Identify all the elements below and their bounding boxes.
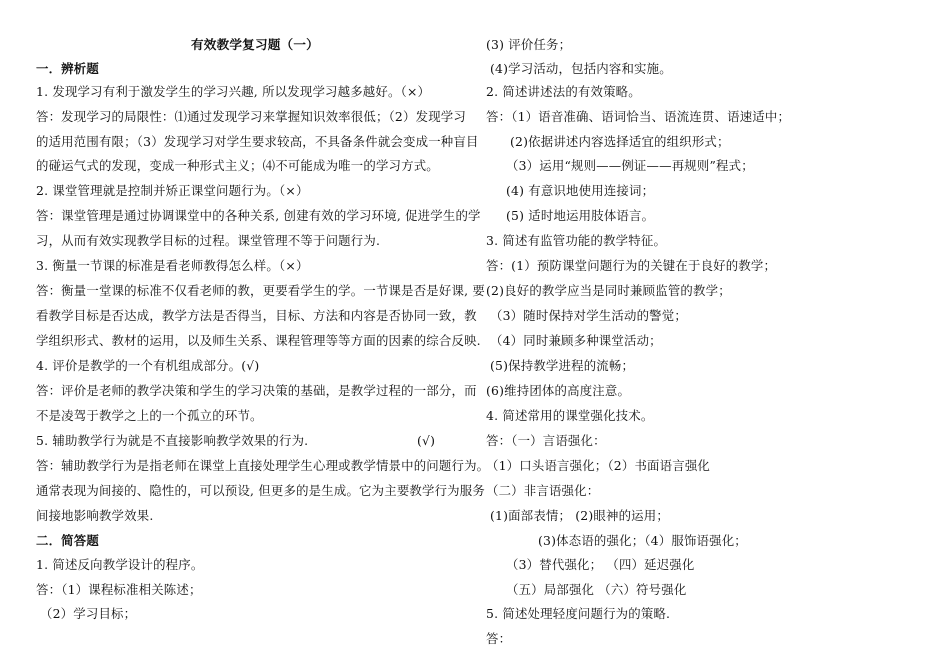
short-answer-3-item-4: （4）同时兼顾多种课堂活动； bbox=[490, 333, 662, 348]
short-answer-4-nonverbal-items-1: (1)面部表情； (2)眼神的运用； bbox=[490, 508, 669, 523]
short-answer-4-verbal-items: （1）口头语言强化；（2）书面语言强化 bbox=[486, 458, 711, 473]
short-answer-3-item-6: (6)维持团体的高度注意。 bbox=[486, 383, 631, 398]
short-answer-1-item-3: (3) 评价任务； bbox=[486, 37, 572, 52]
short-answer-2-item-3: （3）运用“规则——例证——再规则”程式； bbox=[506, 158, 754, 173]
section-heading-analysis: 一．辨析题 bbox=[36, 61, 99, 76]
answer-5-line-2: 通常表现为间接的、隐性的，可以预设, 但更多的是生成。它为主要教学行为服务 bbox=[36, 483, 485, 498]
answer-1-line-1: 答：发现学习的局限性：⑴通过发现学习来掌握知识效率很低；（2）发现学习 bbox=[36, 109, 466, 124]
question-5: 5. 辅助教学行为就是不直接影响教学效果的行为. bbox=[36, 433, 309, 448]
answer-3-line-2: 看教学目标是否达成，教学方法是否得当，目标、方法和内容是否协同一致，教 bbox=[36, 308, 477, 323]
short-answer-3-item-2: (2)良好的教学应当是同时兼顾监管的教学； bbox=[486, 283, 731, 298]
answer-2-line-1: 答：课堂管理是通过协调课堂中的各种关系, 创建有效的学习环境, 促进学生的学 bbox=[36, 208, 481, 223]
short-answer-4-verbal: 答：（一）言语强化： bbox=[486, 433, 606, 448]
short-answer-4-other-items-2: （五）局部强化 （六）符号强化 bbox=[506, 582, 687, 597]
short-answer-1-item-1: 答：（1）课程标准相关陈述； bbox=[36, 582, 202, 597]
answer-2-line-2: 习，从而有效实现教学目标的过程。课堂管理不等于问题行为. bbox=[36, 233, 381, 248]
answer-4-line-2: 不是凌驾于教学之上的一个孤立的环节。 bbox=[36, 408, 263, 423]
short-answer-5: 答： bbox=[486, 631, 512, 646]
question-1: 1. 发现学习有利于激发学生的学习兴趣, 所以发现学习越多越好。（×） bbox=[36, 84, 431, 99]
short-question-3: 3. 简述有监管功能的教学特征。 bbox=[486, 233, 667, 248]
section-heading-short-answer: 二．简答题 bbox=[36, 533, 99, 548]
answer-1-line-3: 的碰运气式的发现，变成一种形式主义；⑷不可能成为唯一的学习方式。 bbox=[36, 158, 439, 173]
answer-3-line-1: 答：衡量一堂课的标准不仅看老师的教，更要看学生的学。一节课是否是好课, 要 bbox=[36, 283, 485, 298]
short-answer-3-item-3: （3）随时保持对学生活动的警觉； bbox=[490, 308, 687, 323]
answer-3-line-3: 学组织形式、教材的运用，以及师生关系、课程管理等等方面的因素的综合反映. bbox=[36, 333, 481, 348]
short-answer-4-nonverbal-items-2: (3)体态语的强化；（4）服饰语强化； bbox=[538, 533, 747, 548]
answer-1-line-2: 的适用范围有限；（3）发现学习对学生要求较高，不具备条件就会变成一种盲目 bbox=[36, 134, 479, 149]
short-answer-3-item-5: (5)保持教学进程的流畅； bbox=[490, 358, 635, 373]
short-answer-3-item-1: 答：(1）预防课堂问题行为的关键在于良好的教学； bbox=[486, 258, 777, 273]
short-answer-1-item-2: （2）学习目标； bbox=[40, 606, 137, 621]
short-answer-2-item-4: (4) 有意识地使用连接词； bbox=[506, 183, 655, 198]
short-answer-4-other-items-1: （3）替代强化； （四）延迟强化 bbox=[506, 557, 695, 572]
question-3: 3. 衡量一节课的标准是看老师教得怎么样。（×） bbox=[36, 258, 309, 273]
short-answer-2-item-5: (5) 适时地运用肢体语言。 bbox=[506, 208, 655, 223]
short-question-2: 2. 简述讲述法的有效策略。 bbox=[486, 84, 641, 99]
question-5-mark: (√) bbox=[417, 433, 436, 448]
short-answer-2-item-2: (2)依据讲述内容选择适宜的组织形式； bbox=[510, 134, 730, 149]
answer-5-line-3: 间接地影响教学效果. bbox=[36, 508, 154, 523]
question-4: 4. 评价是教学的一个有机组成部分。(√) bbox=[36, 358, 260, 373]
short-answer-2-item-1: 答：（1）语音准确、语词恰当、语流连贯、语速适中； bbox=[486, 109, 791, 124]
short-question-4: 4. 简述常用的课堂强化技术。 bbox=[486, 408, 654, 423]
short-question-5: 5. 简述处理轻度问题行为的策略. bbox=[486, 606, 671, 621]
document-title: 有效教学复习题（一） bbox=[191, 37, 319, 52]
short-answer-1-item-4: (4)学习活动，包括内容和实施。 bbox=[490, 61, 672, 76]
answer-5-line-1: 答：辅助教学行为是指老师在课堂上直接处理学生心理或教学情景中的问题行为。 bbox=[36, 458, 490, 473]
answer-4-line-1: 答：评价是老师的教学决策和学生的学习决策的基础，是教学过程的一部分，而 bbox=[36, 383, 477, 398]
short-question-1: 1. 简述反向教学设计的程序。 bbox=[36, 557, 204, 572]
question-2: 2. 课堂管理就是控制并矫正课堂问题行为。（×） bbox=[36, 183, 309, 198]
short-answer-4-nonverbal: （二）非言语强化： bbox=[486, 483, 600, 498]
